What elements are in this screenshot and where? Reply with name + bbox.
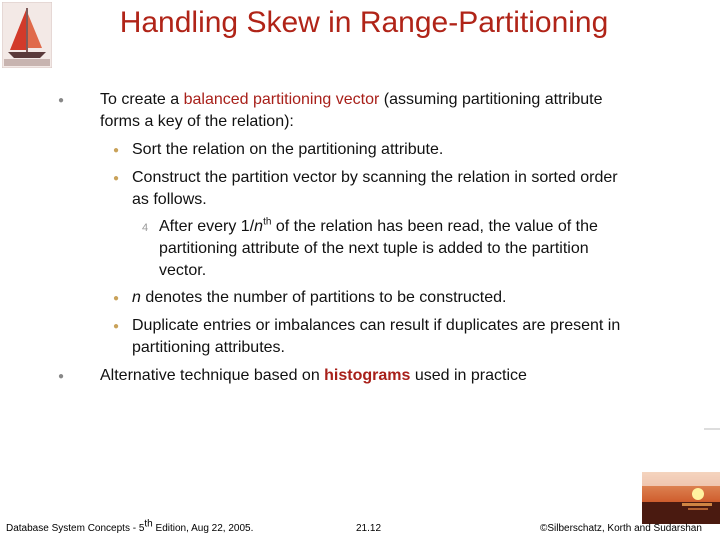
histograms-term: histograms (324, 367, 411, 384)
bullet-marker: ● (113, 321, 120, 332)
bullet-text: Duplicate entries or imbalances can result if duplicates are present in (132, 317, 621, 334)
n-variable: n (254, 218, 264, 235)
bullet-after-every (159, 216, 699, 282)
copyright: ©Silberschatz, Korth and Sudarshan (540, 523, 702, 534)
bullet-marker: ● (58, 95, 65, 106)
bullet-text: After every 1/ (159, 218, 255, 235)
bullet-marker: 4 (142, 222, 149, 234)
footer-text: Database System Concepts - 5 (6, 523, 145, 534)
bullet-duplicates (132, 315, 702, 359)
bullet-marker: ● (58, 371, 65, 382)
bullet-text: (assuming partitioning attribute (379, 91, 603, 108)
bullet-construct-vector (132, 167, 702, 211)
bullet-text: vector. (159, 262, 207, 279)
bullet-text: forms a key of the relation): (100, 113, 294, 130)
bullet-text: Alternative technique based on (100, 367, 325, 384)
bullet-text: partitioning attribute of the next tuple is added to the partition (159, 240, 589, 257)
footer-book-title (6, 518, 254, 534)
bullet-n-denotes (132, 287, 506, 309)
sunset-photo-icon (642, 472, 720, 524)
bullet-marker: ● (113, 145, 120, 156)
decorative-dash (704, 428, 720, 430)
page-number: 21.12 (356, 523, 382, 534)
bullet-text: denotes the number of partitions to be constructed. (140, 289, 507, 306)
slide-title: Handling Skew in Range-Partitioning (119, 6, 609, 39)
balanced-partitioning-vector-term: balanced partitioning vector (183, 91, 380, 108)
bullet-text: Construct the partition vector by scanning the relation in sorted order (132, 169, 618, 186)
superscript: th (144, 518, 153, 530)
bullet-text: as follows. (132, 191, 207, 208)
bullet-text: To create a (100, 91, 184, 108)
bullet-text: of the relation has been read, the value of the (271, 218, 598, 235)
footer-text: Edition, Aug 22, 2005. (152, 523, 254, 534)
bullet-text: partitioning attributes. (132, 339, 285, 356)
bullet-marker: ● (113, 293, 120, 304)
bullet-sort: Sort the relation on the partitioning attribute. (132, 141, 444, 158)
bullet-balanced-vector (100, 89, 700, 133)
bullet-text: used in practice (410, 367, 527, 384)
bullet-histograms (100, 365, 527, 387)
bullet-marker: ● (113, 173, 120, 184)
superscript: th (263, 216, 272, 228)
n-variable: n (132, 289, 141, 306)
